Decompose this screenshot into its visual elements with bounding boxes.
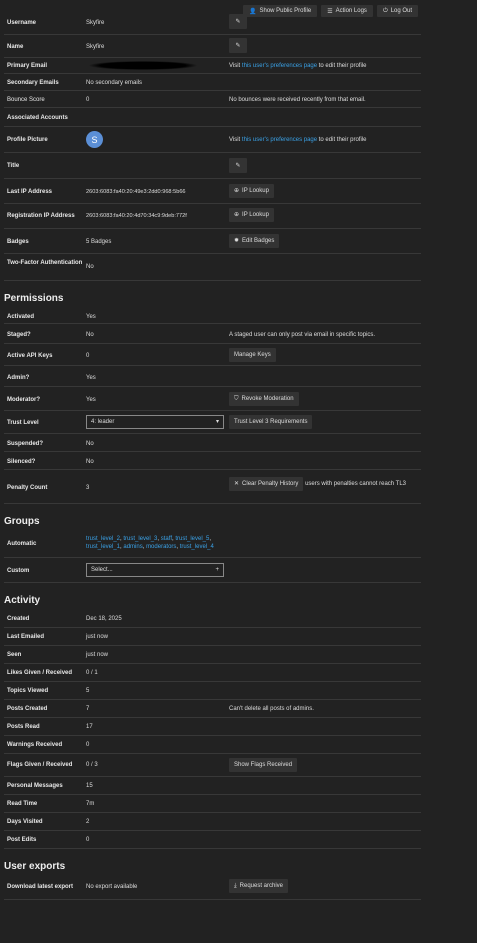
group-link[interactable]: trust_level_2 [86, 536, 121, 542]
registration-ip-value: 2603:6083:fa40:20:4d70:34c9:9deb:772f [86, 213, 187, 219]
action-logs-button[interactable]: ☰ Action Logs [321, 5, 373, 17]
row-likes [4, 664, 421, 682]
posts-read-value: 17 [86, 724, 93, 730]
row-read-time [4, 795, 421, 813]
row-secondary-emails [4, 74, 421, 91]
last-emailed-value: just now [86, 634, 109, 640]
globe-icon: ⊕ [234, 212, 240, 218]
row-last-ip [4, 179, 421, 204]
show-public-profile-button[interactable]: 👤 Show Public Profile [243, 5, 317, 17]
download-export-label: Download latest export [7, 884, 74, 890]
shield-icon: ⛉ [234, 396, 239, 402]
user-exports-section [4, 849, 421, 876]
read-time-label: Read Time [7, 801, 38, 807]
penalty-count-label: Penalty Count [7, 485, 48, 491]
two-factor-label: Two-Factor Authentication [7, 260, 83, 266]
posts-created-label: Posts Created [7, 706, 48, 712]
group-link[interactable]: moderators [146, 544, 177, 550]
edit-badges-button[interactable]: ✹ Edit Badges [229, 234, 279, 248]
staged-label: Staged? [7, 332, 31, 338]
last-ip-value: 2603:6083:fa40:20:49e3:2dd0:968:5b66 [86, 189, 186, 195]
row-two-factor [4, 254, 421, 281]
row-bounce-score [4, 91, 421, 108]
request-archive-button[interactable]: ⤓ Request archive [229, 879, 288, 893]
row-moderator [4, 387, 421, 411]
admin-value: Yes [86, 375, 96, 381]
edit-username-button[interactable] [229, 14, 247, 29]
staged-value: No [86, 332, 94, 338]
flags-label: Flags Given / Received [7, 762, 73, 768]
group-link[interactable]: trust_level_3 [123, 536, 158, 542]
redacted-email [88, 61, 198, 70]
moderator-label: Moderator? [7, 397, 40, 403]
custom-label: Custom [7, 568, 30, 574]
admin-user-page [0, 9, 477, 943]
permissions-section [4, 281, 421, 308]
row-seen [4, 646, 421, 664]
row-trust-level [4, 411, 421, 434]
groups-section [4, 504, 421, 531]
plus-icon: + [215, 567, 219, 573]
row-title [4, 153, 421, 179]
likes-value: 0 / 1 [86, 670, 98, 676]
primary-email-note: Visit this user's preferences page to edit their profile [229, 63, 367, 69]
group-link[interactable]: trust_level_1 [86, 544, 121, 550]
row-posts-read [4, 718, 421, 736]
row-admin [4, 366, 421, 387]
days-visited-value: 2 [86, 819, 90, 825]
warnings-value: 0 [86, 742, 90, 748]
automatic-groups-list: trust_level_2, trust_level_3, staff, trust_level_5, trust_level_1, admins, moderators, trust_level_4 [86, 536, 214, 550]
row-penalty-count [4, 470, 421, 504]
username-value: Skyfire [86, 20, 105, 26]
moderator-value: Yes [86, 397, 96, 403]
list-icon: ☰ [327, 8, 333, 15]
row-created [4, 610, 421, 628]
suspended-label: Suspended? [7, 441, 44, 447]
post-edits-label: Post Edits [7, 837, 37, 843]
avatar[interactable]: S [86, 131, 103, 148]
download-icon: ⤓ [234, 883, 237, 889]
activity-section [4, 583, 421, 610]
manage-keys-button[interactable]: Manage Keys [229, 348, 276, 362]
row-warnings [4, 736, 421, 754]
x-icon: ✕ [234, 481, 240, 487]
row-suspended [4, 434, 421, 452]
row-primary-email [4, 58, 421, 74]
preferences-link[interactable]: this user's preferences page [241, 63, 318, 69]
group-link[interactable]: staff [160, 536, 172, 542]
seen-label: Seen [7, 652, 22, 658]
pencil-icon: ✎ [235, 18, 241, 25]
caret-down-icon: ▾ [215, 419, 219, 425]
created-value: Dec 18, 2025 [86, 616, 122, 622]
badge-icon: ✹ [234, 238, 240, 244]
row-download-export [4, 876, 421, 900]
badges-label: Badges [7, 239, 29, 245]
activity-heading: Activity [4, 595, 41, 606]
power-icon: ⏻ [382, 7, 388, 14]
log-out-button[interactable]: ⏻ Log Out [377, 5, 418, 17]
associated-accounts-label: Associated Accounts [7, 115, 68, 121]
row-silenced [4, 452, 421, 470]
flags-value: 0 / 3 [86, 762, 98, 768]
last-emailed-label: Last Emailed [7, 634, 45, 640]
row-staged [4, 324, 421, 344]
row-automatic-groups [4, 531, 421, 558]
penalty-note: users with penalties cannot reach TL3 [305, 481, 407, 487]
badges-value: 5 Badges [86, 239, 112, 245]
seen-value: just now [86, 652, 109, 658]
custom-groups-select[interactable]: Select... + [86, 563, 224, 577]
secondary-emails-label: Secondary Emails [7, 80, 59, 86]
bounce-score-value: 0 [86, 97, 90, 103]
tl3-requirements-button[interactable]: Trust Level 3 Requirements [229, 415, 312, 429]
row-username [4, 9, 421, 35]
suspended-value: No [86, 441, 94, 447]
name-value: Skyfire [86, 44, 105, 50]
last-ip-label: Last IP Address [7, 189, 53, 195]
row-post-edits [4, 831, 421, 849]
permissions-heading: Permissions [4, 293, 64, 304]
registration-ip-label: Registration IP Address [7, 213, 75, 219]
likes-label: Likes Given / Received [7, 670, 73, 676]
automatic-label: Automatic [7, 541, 37, 547]
warnings-label: Warnings Received [7, 742, 63, 748]
pencil-icon: ✎ [235, 162, 241, 169]
api-keys-label: Active API Keys [7, 353, 53, 359]
name-label: Name [7, 44, 24, 50]
post-edits-value: 0 [86, 837, 90, 843]
row-activated [4, 308, 421, 324]
penalty-actions [229, 477, 419, 491]
row-profile-picture [4, 127, 421, 153]
personal-messages-label: Personal Messages [7, 783, 63, 789]
edit-title-button[interactable] [229, 158, 247, 173]
group-link[interactable]: trust_level_5 [175, 536, 210, 542]
posts-read-label: Posts Read [7, 724, 40, 730]
row-name [4, 35, 421, 58]
row-custom-groups [4, 558, 421, 583]
user-exports-heading: User exports [4, 861, 66, 872]
row-flags [4, 754, 421, 777]
profile-picture-label: Profile Picture [7, 137, 48, 143]
row-personal-messages [4, 777, 421, 795]
globe-icon: ⊕ [234, 188, 240, 194]
days-visited-label: Days Visited [7, 819, 43, 825]
api-keys-value: 0 [86, 353, 90, 359]
personal-messages-value: 15 [86, 783, 93, 789]
revoke-moderation-button[interactable]: ⛉ Revoke Moderation [229, 392, 299, 406]
silenced-value: No [86, 459, 94, 465]
clear-penalty-history-button[interactable]: ✕ Clear Penalty History [229, 477, 303, 491]
group-link[interactable]: admins [123, 544, 143, 550]
posts-created-value: 7 [86, 706, 90, 712]
preferences-link-2[interactable]: this user's preferences page [241, 137, 318, 143]
bounce-score-link[interactable]: Bounce Score [7, 97, 45, 103]
topics-viewed-label: Topics Viewed [7, 688, 49, 694]
created-label: Created [7, 616, 30, 622]
two-factor-value: No [86, 264, 94, 270]
user-icon: 👤 [249, 8, 257, 15]
silenced-label: Silenced? [7, 459, 36, 465]
topics-viewed-value: 5 [86, 688, 90, 694]
download-export-value: No export available [86, 884, 138, 890]
posts-note: Can't delete all posts of admins. [229, 706, 314, 712]
trust-level-label: Trust Level [7, 420, 39, 426]
pencil-icon: ✎ [235, 42, 241, 49]
title-label: Title [7, 163, 20, 169]
admin-label: Admin? [7, 375, 30, 381]
primary-email-label: Primary Email [7, 63, 48, 69]
trust-level-select[interactable]: 4: leader ▾ [86, 415, 224, 429]
registration-ip-lookup-button[interactable]: ⊕ IP Lookup [229, 208, 274, 222]
row-posts-created [4, 700, 421, 718]
staged-note: A staged user can only post via email in specific topics. [229, 332, 376, 338]
secondary-emails-value: No secondary emails [86, 80, 143, 86]
group-link[interactable]: trust_level_4 [179, 544, 214, 550]
last-ip-lookup-button[interactable]: ⊕ IP Lookup [229, 184, 274, 198]
row-badges [4, 229, 421, 254]
row-api-keys [4, 344, 421, 366]
row-registration-ip [4, 204, 421, 229]
activated-value: Yes [86, 314, 96, 320]
penalty-count-value: 3 [86, 485, 90, 491]
bounce-note: No bounces were received recently from that email. [229, 97, 366, 103]
edit-name-button[interactable] [229, 38, 247, 53]
show-flags-received-button[interactable]: Show Flags Received [229, 758, 297, 772]
username-label: Username [7, 20, 37, 26]
row-last-emailed [4, 628, 421, 646]
profile-picture-note: Visit this user's preferences page to edit their profile [229, 137, 367, 143]
read-time-value: 7m [86, 801, 95, 807]
row-days-visited [4, 813, 421, 831]
row-topics-viewed [4, 682, 421, 700]
row-associated-accounts [4, 108, 421, 127]
activated-label: Activated [7, 314, 35, 320]
groups-heading: Groups [4, 516, 40, 527]
